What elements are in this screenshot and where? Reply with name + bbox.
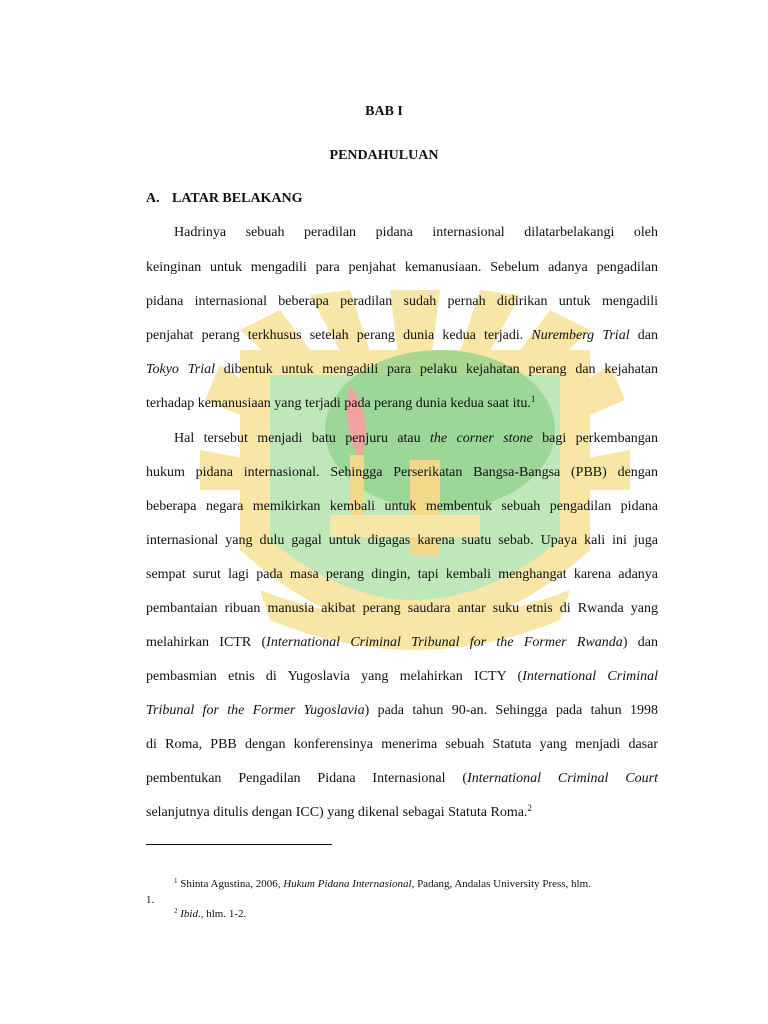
paragraph-line: pembantaian ribuan manusia akibat perang saudara antar suku etnis di Rwanda yang — [146, 601, 658, 616]
text-run: terhadap kemanusiaan yang terjadi pada perang dunia kedua saat itu. — [146, 396, 531, 411]
paragraph-line: sempat surut lagi pada masa perang dingin, tapi kembali menghangat karena adanya — [146, 567, 658, 582]
italic-term: International Criminal Tribunal for the Former Rwanda — [266, 635, 623, 650]
italic-term: the corner stone — [430, 431, 533, 446]
footnote-number: 1 — [174, 877, 178, 885]
section-number: A. — [146, 191, 160, 206]
text-run: bagi perkembangan — [542, 431, 659, 446]
italic-term: Tribunal for the Former Yugoslavia — [146, 703, 365, 718]
text-run: ) pada tahun 90-an. Sehingga pada tahun 1998 — [364, 703, 658, 718]
paragraph-line — [146, 771, 658, 787]
paragraph-line: beberapa negara memikirkan kembali untuk membentuk sebuah pengadilan pidana — [146, 499, 658, 514]
italic-term: Hukum Pidana Internasional — [283, 878, 412, 890]
text-run: , Padang, Andalas University Press, hlm. — [411, 878, 591, 890]
section-heading — [146, 191, 303, 207]
paragraph-line: keinginan untuk mengadili para penjahat kemanusiaan. Sebelum adanya pengadilan — [146, 260, 658, 275]
chapter-title: PENDAHULUAN — [329, 148, 439, 163]
italic-term: International Criminal — [522, 669, 658, 684]
footnote-number: 2 — [174, 907, 178, 915]
italic-term: Nuremberg Trial — [531, 328, 630, 343]
paragraph-line — [174, 431, 658, 447]
paragraph-line — [146, 805, 658, 821]
paragraph-line — [146, 635, 658, 651]
footnote-ref[interactable]: 1 — [530, 394, 536, 404]
footnote-1 — [174, 878, 591, 891]
paragraph-line — [146, 328, 658, 344]
footnote-1-continuation: 1. — [146, 894, 155, 906]
text-run: pembentukan Pengadilan Pidana Internasional ( — [146, 771, 468, 786]
footnote-2 — [174, 908, 246, 921]
paragraph-line — [146, 669, 658, 685]
footnote-ref[interactable]: 2 — [527, 803, 532, 813]
text-run: pembasmian etnis di Yugoslavia yang melahirkan ICTY ( — [146, 669, 523, 684]
text-run: dibentuk untuk mengadili para pelaku kejahatan perang dan kejahatan — [223, 362, 658, 377]
text-run: ., hlm. 1-2. — [197, 908, 247, 920]
text-run: Hal tersebut menjadi batu penjuru atau — [174, 431, 421, 446]
text-run: melahirkan ICTR ( — [146, 635, 267, 650]
text-run: dan — [637, 328, 658, 343]
paragraph-line: di Roma, PBB dengan konferensinya menerima sebuah Statuta yang menjadi dasar — [146, 737, 658, 752]
section-title: LATAR BELAKANG — [172, 191, 303, 206]
paragraph-line: internasional yang dulu gagal untuk digagas karena suatu sebab. Upaya kali ini juga — [146, 533, 658, 548]
paragraph-line: Hadrinya sebuah peradilan pidana internasional dilatarbelakangi oleh — [174, 225, 658, 240]
footnote-separator — [146, 844, 332, 845]
paragraph-line — [146, 362, 658, 378]
italic-term: Tokyo Trial — [146, 362, 215, 377]
paragraph-line — [146, 396, 658, 412]
text-run: ) dan — [622, 635, 658, 650]
italic-term: Ibid — [180, 908, 198, 920]
text-run: penjahat perang terkhusus setelah perang dunia kedua terjadi. — [146, 328, 524, 343]
paragraph-line: pidana internasional beberapa peradilan sudah pernah didirikan untuk mengadili — [146, 294, 658, 309]
italic-term: International Criminal Court — [467, 771, 658, 786]
paragraph-line — [146, 703, 658, 719]
text-run: selanjutnya ditulis dengan ICC) yang dikenal sebagai Statuta Roma. — [146, 805, 528, 820]
chapter-heading: BAB I — [365, 104, 403, 119]
paragraph-line: hukum pidana internasional. Sehingga Perserikatan Bangsa-Bangsa (PBB) dengan — [146, 465, 658, 480]
text-run: Shinta Agustina, 2006, — [180, 878, 281, 890]
